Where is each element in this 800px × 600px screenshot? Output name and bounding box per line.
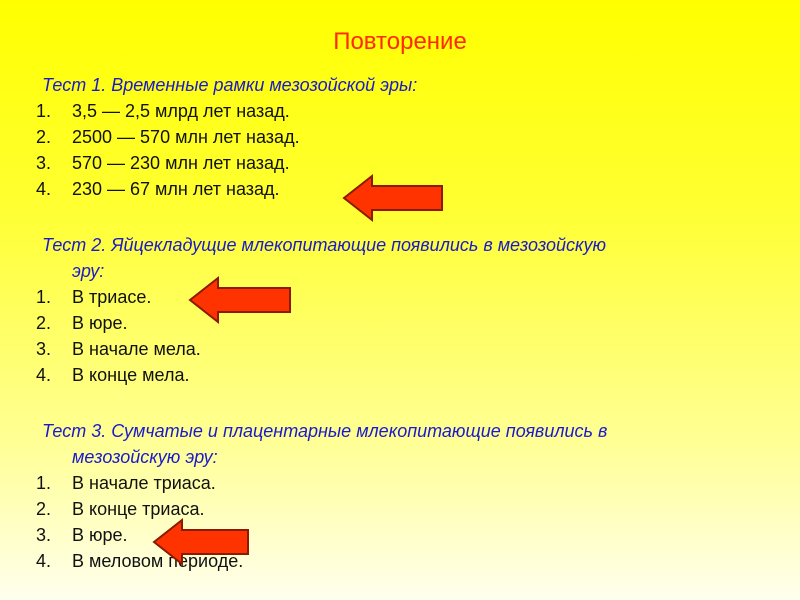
option-number: 4. (36, 551, 52, 571)
question-line-1: Тест 2. Яйцекладущие млекопитающие появились в мезозойскую (42, 235, 607, 255)
arrow-shape (190, 278, 290, 322)
question-line-2: мезозойскую эру: (72, 447, 218, 467)
option-number: 4. (36, 179, 52, 199)
option-text: 3,5 — 2,5 млрд лет назад. (72, 101, 290, 121)
test-2-option-3 (36, 336, 201, 362)
option-text: 2500 — 570 млн лет назад. (72, 127, 300, 147)
slide-title: Повторение (333, 28, 467, 55)
test-3-option-3 (36, 522, 128, 548)
answer-arrow-icon (340, 172, 450, 224)
test-3-question (42, 418, 607, 470)
test-2-option-4 (36, 362, 189, 388)
option-number: 1. (36, 287, 52, 307)
option-text: В меловом периоде. (72, 551, 244, 571)
test-1-option-2 (36, 124, 300, 150)
test-2-option-2 (36, 310, 128, 336)
option-text: В конце мела. (72, 365, 190, 385)
question-line-1: Тест 3. Сумчатые и плацентарные млекопитающие появились в (42, 421, 608, 441)
option-number: 1. (36, 101, 52, 121)
option-number: 2. (36, 499, 52, 519)
option-number: 3. (36, 525, 52, 545)
test-1-option-4 (36, 176, 280, 202)
option-number: 1. (36, 473, 52, 493)
option-number: 2. (36, 313, 52, 333)
option-number: 2. (36, 127, 52, 147)
option-text: 230 — 67 млн лет назад. (72, 179, 280, 199)
option-text: В начале триаса. (72, 473, 216, 493)
answer-arrow-icon (186, 274, 298, 326)
option-number: 3. (36, 339, 52, 359)
option-text: В триасе. (72, 287, 152, 307)
option-text: В конце триаса. (72, 499, 205, 519)
arrow-shape (154, 520, 248, 564)
option-number: 3. (36, 153, 52, 173)
test-1-question: Тест 1. Временные рамки мезозойской эры: (42, 75, 418, 95)
option-text: 570 — 230 млн лет назад. (72, 153, 290, 173)
option-text: В юре. (72, 525, 128, 545)
test-2-question (42, 232, 606, 284)
test-1-option-1 (36, 98, 290, 124)
option-number: 4. (36, 365, 52, 385)
answer-arrow-icon (150, 516, 254, 568)
test-3-option-1 (36, 470, 216, 496)
test-1-option-3 (36, 150, 290, 176)
option-text: В юре. (72, 313, 128, 333)
option-text: В начале мела. (72, 339, 201, 359)
question-line-2: эру: (72, 261, 105, 281)
arrow-shape (344, 176, 442, 220)
test-2-option-1 (36, 284, 151, 310)
